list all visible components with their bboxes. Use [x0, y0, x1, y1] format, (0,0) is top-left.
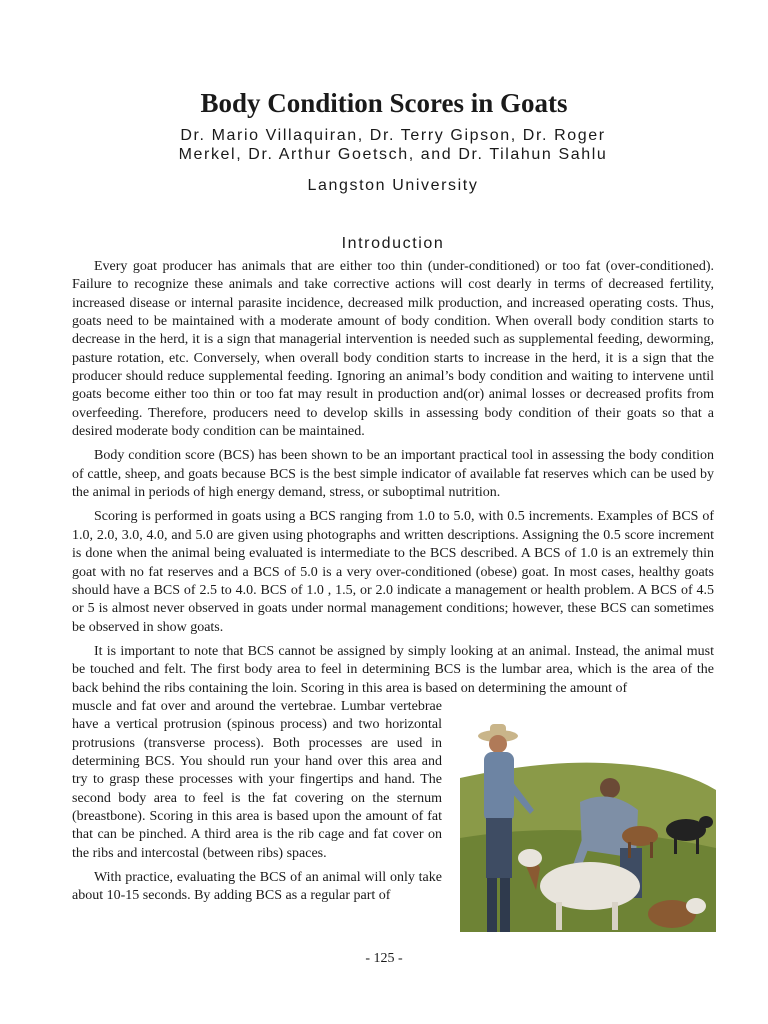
paragraph: It is important to note that BCS cannot be assigned by simply looking at an animal. Instead, the animal must be touched and felt. The first body area to feel in determining BCS is the lumbar area, which is the area of the back behind the ribs containing the loin. Scoring in this area is based on determining the amount of [72, 643, 714, 696]
paragraph: muscle and fat over and around the vertebrae. Lumbar vertebrae have a vertical protrusion (spinous process) and two horizontal protrusions (transverse process). Both processes are used in determining BCS. You should run your hand over this area and try to grasp these processes with your fingertips and hand. The second body area to feel is the fat covering on the sternum (breastbone). Scoring in this area is based upon the amount of fat that can be pinched. A third area is the rib cage and fat cover on the ribs and intercostal (between ribs) spaces. [72, 698, 442, 861]
section-heading: Introduction [341, 235, 445, 252]
paragraph: Scoring is performed in goats using a BCS ranging from 1.0 to 5.0, with 0.5 increments. Examples of BCS of 1.0, 2.0, 3.0, 4.0, and 5.0 are given using photographs and written descriptions. Assigning the 0.5 score increment is done when the animal being evaluated is intermediate to the BCS described. A BCS of 1.0 is an extremely thin goat with no fat reserves and a BCS of 5.0 is a very over-conditioned (obese) goat. In most cases, healthy goats should have a BCS of 2.5 to 4.0. BCS of 1.0 , 1.5, or 2.0 indicate a management or health problem. A BCS of 4.5 or 5 is almost never observed in goats under normal management conditions; however, these BCS can sometimes be observed in show goats. [72, 509, 714, 635]
document-title: Body Condition Scores in Goats [200, 88, 568, 118]
paragraph: Every goat producer has animals that are either too thin (under-conditioned) or too fat (over-conditioned). Failure to recognize these animals and take corrective actions will cost dearly in terms of decreased fertility, increased disease or internal parasite incidence, decreased milk production, and increased operating costs. Thus, goats need to be maintained with a moderate amount of body condition. When overall body condition starts to decrease in the herd, it is a sign that managerial intervention is needed such as supplemental feeding, deworming, pasture rotation, etc. Conversely, when overall body condition starts to increase in the herd, it is a sign that the producer should reduce supplemental feeding. Ignoring an animal’s body condition and waiting to intervene until goats become either too thin or too fat may result in production and(or) animal losses or decreased profits from overfeeding. Therefore, producers need to develop skills in assessing body condition of their goats so that a desired moderate body condition can be maintained. [72, 259, 714, 440]
page-number: - 125 - [365, 951, 403, 966]
authors-line: Merkel, Dr. Arthur Goetsch, and Dr. Tilahun Sahlu [178, 146, 608, 163]
authors-line: Dr. Mario Villaquiran, Dr. Terry Gipson, Dr. Roger [180, 127, 606, 144]
authors [0, 126, 768, 164]
paragraph: With practice, evaluating the BCS of an animal will only take about 10-15 seconds. By adding BCS as a regular part of [72, 870, 442, 904]
affiliation: Langston University [307, 177, 479, 194]
paragraph: Body condition score (BCS) has been shown to be an important practical tool in assessing the body condition of cattle, sheep, and goats because BCS is the best simple indicator of available fat reserves which can be used by the animal in periods of high energy demand, stress, or suboptimal nutrition. [72, 448, 714, 501]
goats-photo [460, 718, 716, 932]
